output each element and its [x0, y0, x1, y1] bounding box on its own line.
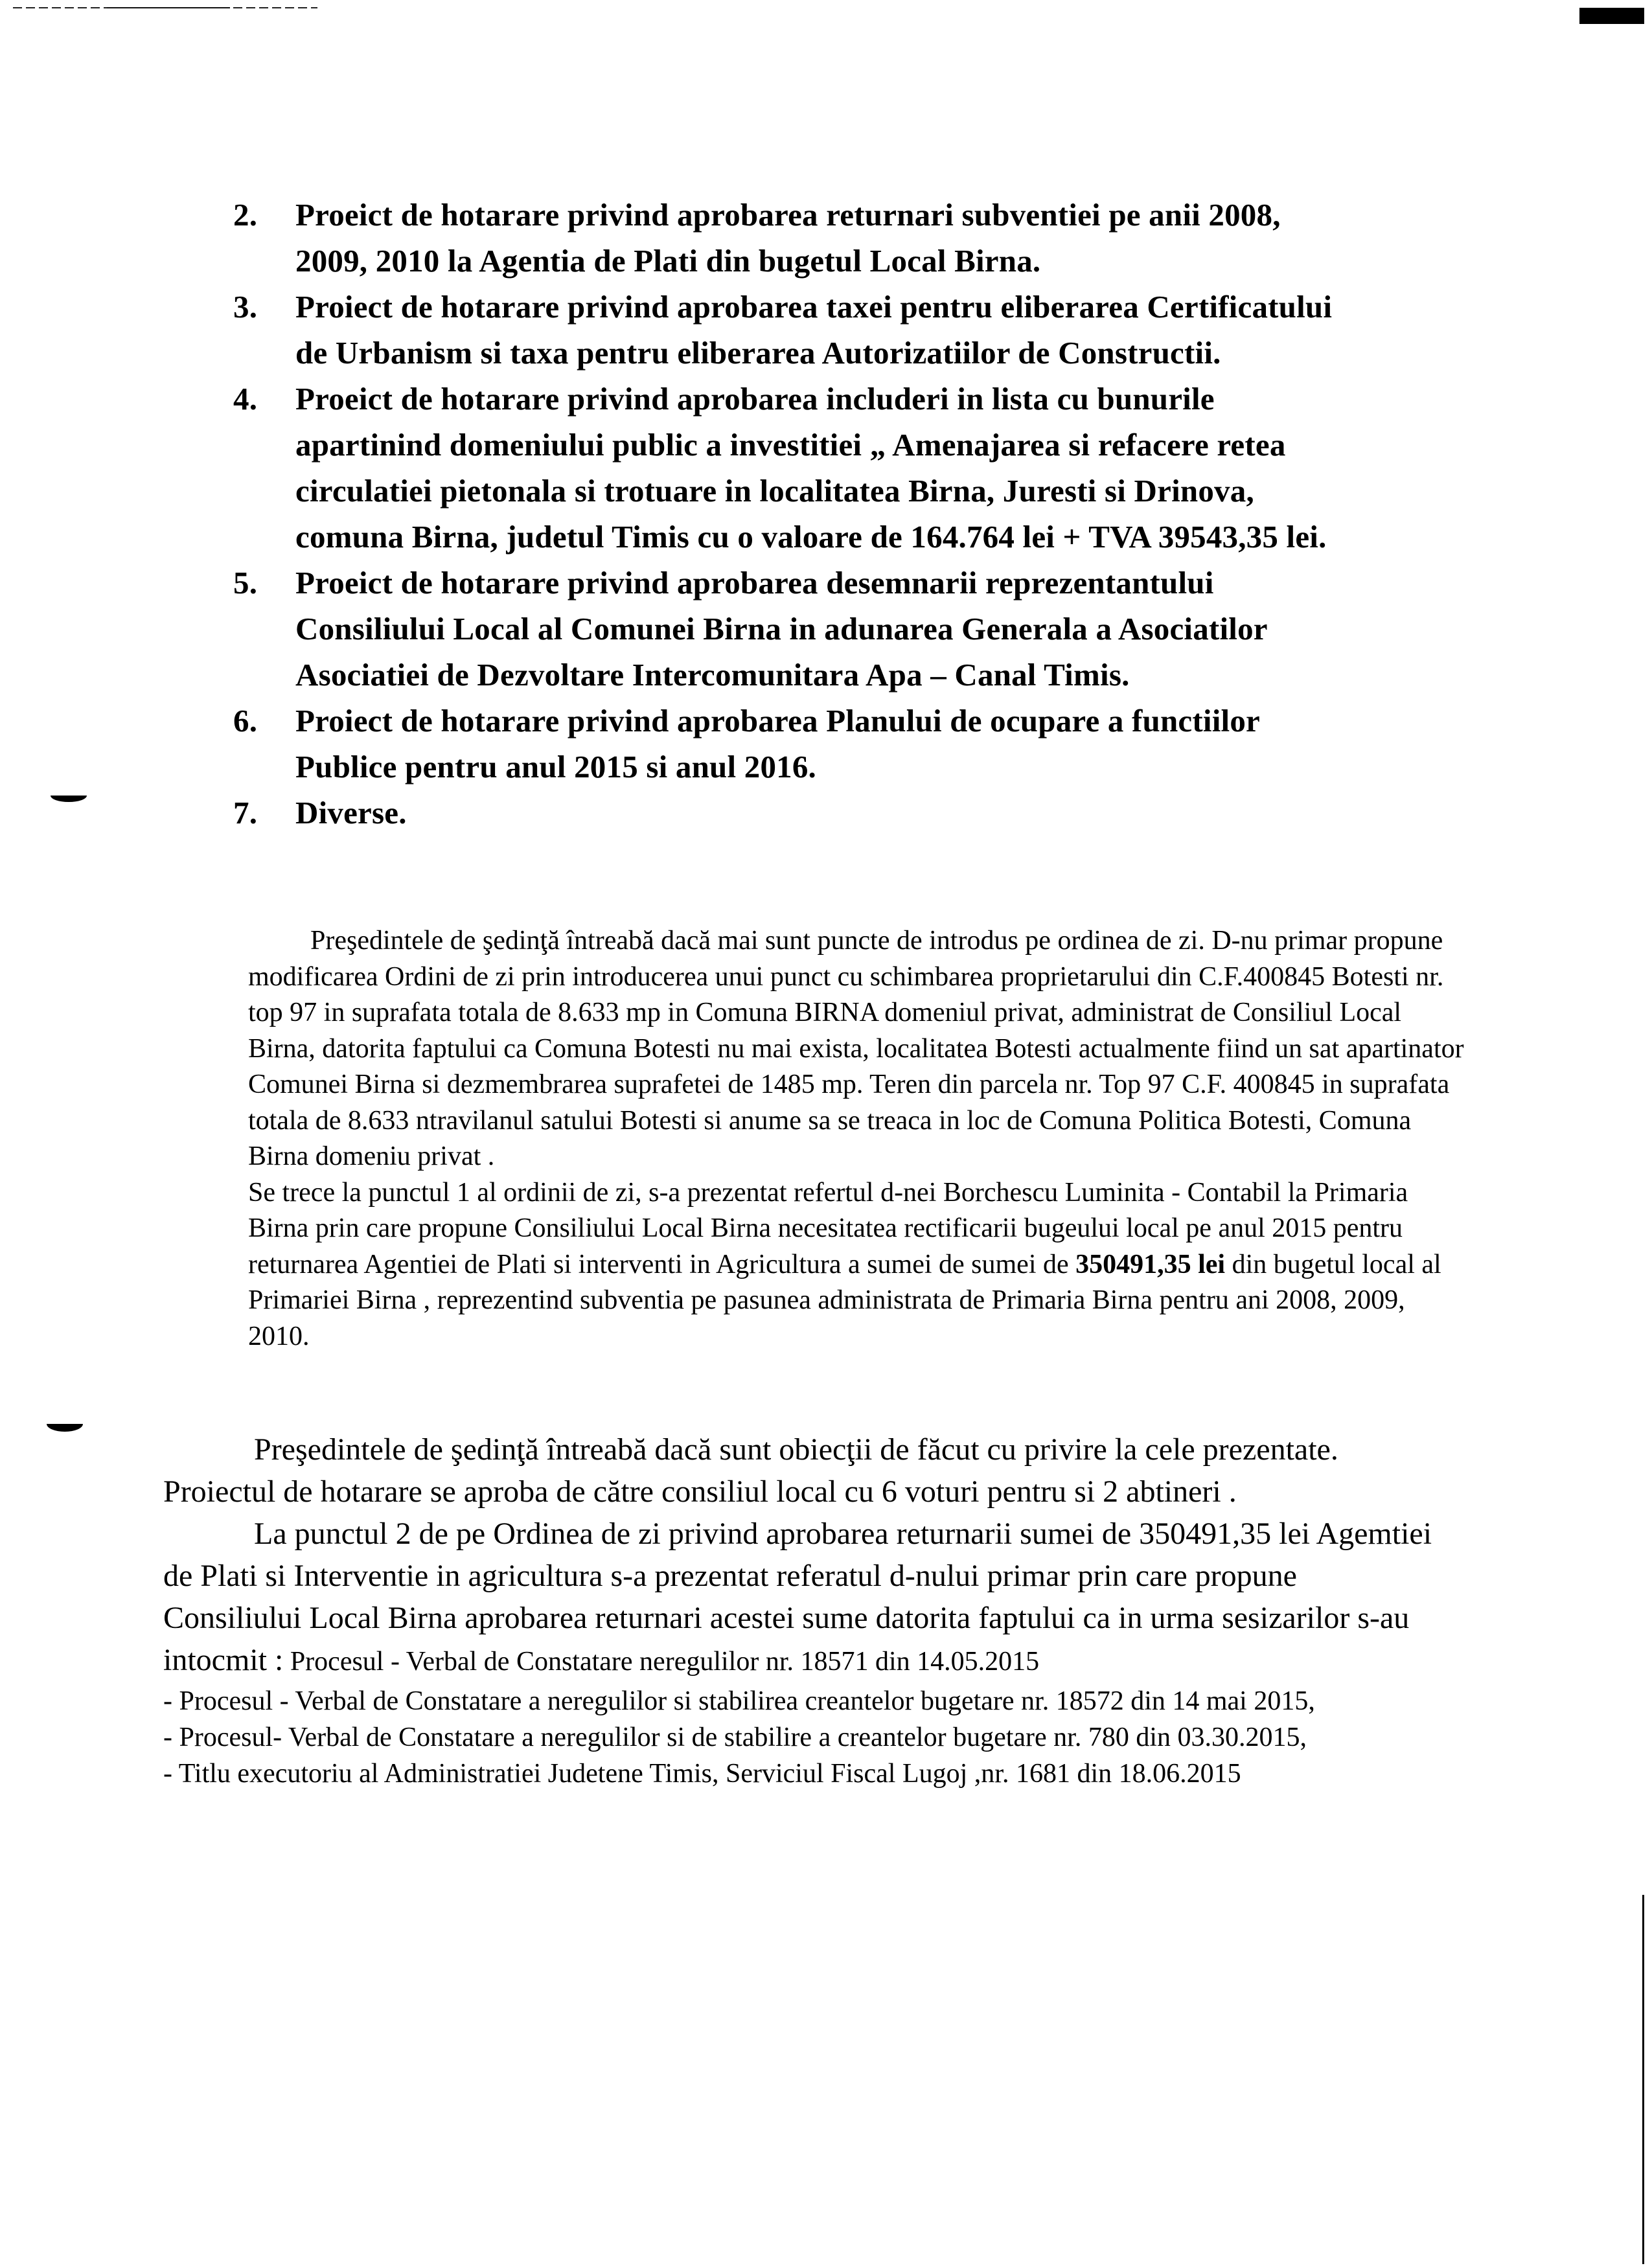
agenda-number: 2. — [233, 197, 258, 233]
agenda-text: Proiect de hotarare privind aprobarea Planului de ocupare a functiilor Publice pentru anul 2015 si anul 2016. — [295, 703, 1260, 785]
text: La punctul 2 de pe Ordinea de zi privind aprobarea returnarii sumei de 350491,35 lei Agemtiei de Plati si Interventie in agricultura s-a prezentat referatul d-nului primar prin care propune Consiliului Local Birna aprobarea returnari acestei sume datorita faptului ca in urma sesizarilor s-au intocmit : — [163, 1517, 1432, 1677]
text: Procesul - Verbal de Constatare neregulilor nr. 18571 din 14.05.2015 — [283, 1647, 1040, 1677]
scan-artifact-edge-line — [1642, 1895, 1644, 2264]
list-item: - Procesul- Verbal de Constatare a neregulilor si de stabilire a creantelor bugetare nr. 780 din 03.30.2015, — [163, 1723, 1307, 1752]
paragraph-point-2 — [163, 1513, 1433, 1683]
minutes-section-large — [163, 1428, 1433, 1792]
punch-hole-mark-icon — [51, 796, 87, 802]
agenda-text: Proiect de hotarare privind aprobarea taxei pentru eliberarea Certificatului de Urbanism si taxa pentru eliberarea Autorizatiilor de Constructii. — [295, 289, 1333, 371]
agenda-item-7 — [233, 790, 1348, 836]
agenda-text: Proeict de hotarare privind aprobarea returnari subventiei pe anii 2008, 2009, 2010 la Agentia de Plati din bugetul Local Birna. — [295, 197, 1281, 279]
agenda-text: Proeict de hotarare privind aprobarea desemnarii reprezentantului Consiliului Local al Comunei Birna in adunarea Generala a Asociatilor Asociatiei de Dezvoltare Intercomunitara Apa – Canal Timis. — [295, 565, 1267, 693]
paragraph-agenda-modification: Preşedintele de şedinţă întreabă dacă mai sunt puncte de introdus pe ordinea de zi. D-nu primar propune modificarea Ordini de zi prin introducerea unui punct cu schimbarea proprietarului din C.F.400845 Botesti nr. top 97 in suprafata totala de 8.633 mp in Comuna BIRNA domeniul privat, administrat de Consiliul Local Birna, datorita faptului ca Comuna Botesti nu mai exista, localitatea Botesti actualmente fiind un sat apartinator Comunei Birna si dezmembrarea suprafetei de 1485 mp. Teren din parcela nr. Top 97 C.F. 400845 in suprafata totala de 8.633 ntravilanul satului Botesti si anume sa se treaca in loc de Comuna Politica Botesti, Comuna Birna domeniu privat . — [248, 926, 1464, 1171]
amount-bold: 350491,35 lei — [1075, 1249, 1226, 1279]
text: Se trece la punctul 1 al ordinii de zi, s-a prezentat refertul d-nei Borchescu Luminita - Contabil la Primaria Birna prin care propune Consiliului Local Birna necesitatea rectificarii bugeului local pe anul 2015 pentru returnarea Agentiei de Plati si interventi in Agricultura a sumei de sumei de — [248, 1177, 1408, 1279]
punch-hole-mark-icon — [47, 1424, 83, 1432]
scan-artifact-black-bar — [1579, 8, 1644, 24]
agenda-text: Diverse. — [295, 795, 407, 830]
agenda-item-5 — [233, 560, 1348, 698]
list-item: - Titlu executoriu al Administratiei Judetene Timis, Serviciul Fiscal Lugoj ,nr. 1681 din 18.06.2015 — [163, 1759, 1241, 1789]
agenda-text: Proeict de hotarare privind aprobarea includeri in lista cu bunurile apartinind domeniului public a investitiei „ Amenajarea si refacere retea circulatiei pietonala si trotuare in localitatea Birna, Juresti si Drinova, comuna Birna, judetul Timis cu o valoare de 164.764 lei + TVA 39543,35 lei. — [295, 381, 1327, 555]
paragraph-point-1 — [248, 1175, 1473, 1355]
agenda-item-6 — [233, 698, 1348, 790]
paragraph-vote-result: Preşedintele de şedinţă întreabă dacă sunt obiecţii de făcut cu privire la cele prezentate. Proiectul de hotarare se aproba de către consiliul local cu 6 voturi pentru si 2 abtineri . — [163, 1432, 1338, 1509]
agenda-number: 3. — [233, 289, 258, 325]
agenda-number: 6. — [233, 703, 258, 739]
scan-artifact-top-solid-line — [107, 7, 230, 8]
agenda-item-4 — [233, 376, 1348, 560]
agenda-list — [233, 192, 1348, 836]
minutes-section-small — [248, 923, 1473, 1355]
agenda-number: 5. — [233, 565, 258, 601]
agenda-item-2 — [233, 192, 1348, 284]
agenda-item-3 — [233, 284, 1348, 376]
list-item: - Procesul - Verbal de Constatare a neregulilor si stabilirea creantelor bugetare nr. 18572 din 14 mai 2015, — [163, 1686, 1315, 1716]
agenda-number: 4. — [233, 381, 258, 417]
text: din bugetul local al Primariei Birna , reprezentind subventia pe pasunea administrata de Primaria Birna pentru ani 2008, 2009, 2010. — [248, 1249, 1441, 1351]
agenda-number: 7. — [233, 795, 258, 830]
documents-list — [163, 1683, 1433, 1792]
